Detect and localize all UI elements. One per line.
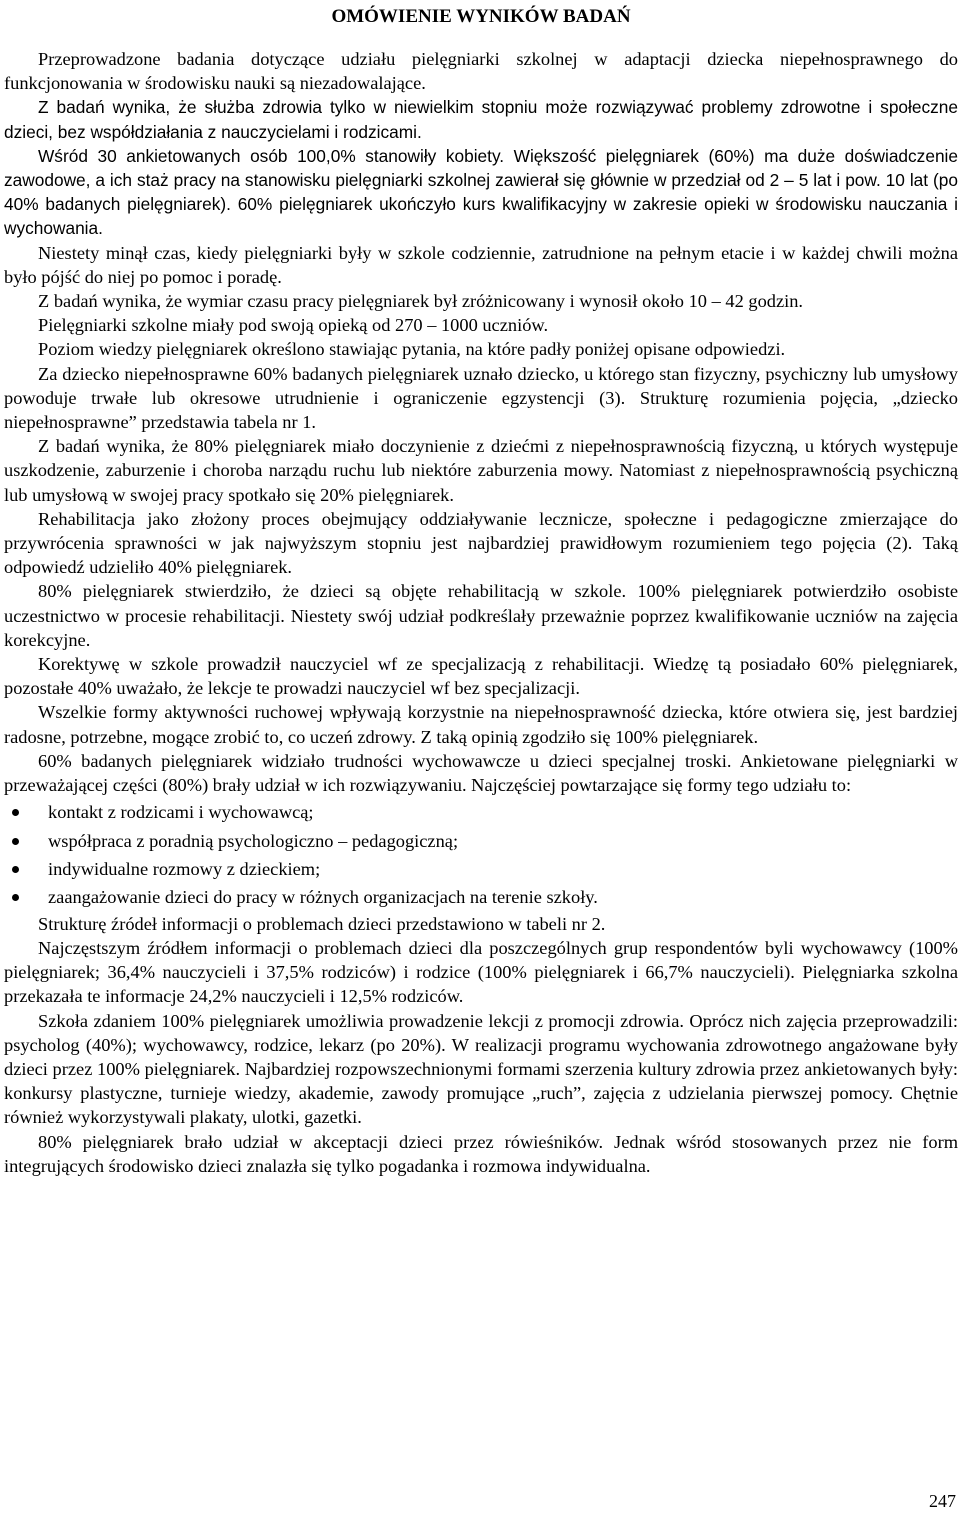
list-item	[4, 798, 958, 826]
paragraph: Korektywę w szkole prowadził nauczyciel wf ze specjalizacją z rehabilitacji. Wiedzę tą posiadało 60% pielęgniarek, pozostałe 40% uważało, że lekcje te prowadzi nauczyciel wf bez specjalizacji.	[4, 654, 958, 699]
paragraph: Wszelkie formy aktywności ruchowej wpływają korzystnie na niepełnosprawność dziecka, które otwiera się, jest bardziej radosne, potrzebne, mogące zrobić to, co uczeń zdrowy. Z taką opinią zgodziło się 100% pielęgniarek.	[4, 702, 958, 747]
bullet-icon	[12, 809, 19, 816]
list-item	[4, 827, 958, 855]
list-item	[4, 855, 958, 883]
page-number: 247	[929, 1491, 956, 1511]
list-item-text: indywidualne rozmowy z dzieckiem;	[48, 859, 321, 880]
paragraph: Poziom wiedzy pielęgniarek określono stawiając pytania, na które padły poniżej opisane odpowiedzi.	[38, 339, 786, 360]
paragraph: Za dziecko niepełnosprawne 60% badanych pielęgniarek uznało dziecko, u którego stan fizyczny, psychiczny lub umysłowy powoduje trwałe lub okresowe utrudnienie i ograniczenie egzystencji (3). Strukturę rozumienia pojęcia, „dziecko niepełnosprawne” przedstawia tabela nr 1.	[4, 363, 958, 433]
list-item-text: współpraca z poradnią psychologiczno – pedagogiczną;	[48, 830, 459, 851]
section-title: OMÓWIENIE WYNIKÓW BADAŃ	[331, 6, 631, 27]
paragraph: Najczęstszym źródłem informacji o problemach dzieci dla poszczególnych grup respondentów byli wychowawcy (100% pielęgniarek; 36,4% nauczycieli i 37,5% rodziców) i rodzice (100% pielęgniarek i 66,7% nauczycieli). Pielęgniarka szkolna przekazała te informacje 24,2% nauczycieli i 12,5% rodziców.	[4, 938, 958, 1007]
list-item-text: zaangażowanie dzieci do pracy w różnych organizacjach na terenie szkoły.	[48, 887, 598, 908]
list-item-text: kontakt z rodzicami i wychowawcą;	[48, 802, 314, 823]
paragraphs-top	[4, 47, 958, 797]
list-item	[4, 883, 958, 911]
paragraph: 60% badanych pielęgniarek widziało trudności wychowawcze u dzieci specjalnej troski. Ankietowane pielęgniarki w przeważającej części (80%) brały udział w ich rozwiązywaniu. Najczęściej powtarzające się formy tego udziału to:	[4, 750, 958, 796]
paragraph: Wśród 30 ankietowanych osób 100,0% stanowiły kobiety. Większość pielęgniarek (60%) ma duże doświadczenie zawodowe, a ich staż pracy na stanowisku pielęgniarki szkolnej zawierał się głównie w przedział od 2 – 5 lat i pow. 10 lat (po 40% badanych pielęgniarek). 60% pielęgniarek ukończyło kurs kwalifikacyjny w zakresie opieki w środowisku nauczania i wychowania.	[4, 145, 958, 239]
bullet-list	[4, 798, 958, 912]
paragraph: Przeprowadzone badania dotyczące udziału pielęgniarki szkolnej w adaptacji dziecka niepełnosprawnego do funkcjonowania w środowisku nauki są niezadowalające.	[4, 49, 958, 94]
paragraph: Z badań wynika, że wymiar czasu pracy pielęgniarek był zróżnicowany i wynosił około 10 – 42 godzin.	[38, 291, 804, 312]
paragraph: Niestety minął czas, kiedy pielęgniarki były w szkole codziennie, zatrudnione na pełnym etacie i w każdej chwili można było pójść do niej po pomoc i poradę.	[4, 242, 958, 287]
paragraphs-bottom	[4, 912, 958, 1178]
paragraph: Z badań wynika, że 80% pielęgniarek miało doczynienie z dziećmi z niepełnosprawnością fizyczną, u których występuje uszkodzenie, zaburzenie i choroba narządu ruchu lub niektóre zaburzenia mowy. Natomiast z niepełnosprawnością psychiczną lub umysłową w swojej pracy spotkało się 20% pielęgniarek.	[4, 436, 958, 505]
paragraph: Pielęgniarki szkolne miały pod swoją opieką od 270 – 1000 uczniów.	[38, 315, 549, 336]
paragraph: Z badań wynika, że służba zdrowia tylko w niewielkim stopniu może rozwiązywać problemy zdrowotne i społeczne dzieci, bez współdziałania z nauczycielami i rodzicami.	[4, 97, 958, 142]
paragraph: 80% pielęgniarek brało udział w akceptacji dzieci przez rówieśników. Jednak wśród stosowanych przez nie form integrujących środowisko dzieci znalazła się tylko pogadanka i rozmowa indywidualna.	[4, 1131, 958, 1176]
paragraph: Szkoła zdaniem 100% pielęgniarek umożliwia prowadzenie lekcji z promocji zdrowia. Oprócz nich zajęcia przeprowadzili: psycholog (40%); wychowawcy, rodzice, lekarz (po 20%). W realizacji programu wychowania zdrowotnego angażowane były dzieci przez 100% pielęgniarek. Najbardziej rozpowszechnionymi formami szerzenia kultury zdrowia przez ankietowanych były: konkursy plastyczne, turnieje wiedzy, akademie, zawody promujące „ruch”, zajęcia z udzielania pierwszej pomocy. Chętnie również wykorzystywali plakaty, ulotki, gazetki.	[4, 1010, 958, 1128]
bullet-icon	[12, 894, 19, 901]
paragraph: Strukturę źródeł informacji o problemach dzieci przedstawiono w tabeli nr 2.	[38, 913, 606, 934]
bullet-icon	[12, 838, 19, 845]
paragraph: 80% pielęgniarek stwierdziło, że dzieci są objęte rehabilitacją w szkole. 100% pielęgniarek potwierdziło osobiste uczestnictwo w procesie rehabilitacji. Niestety swój udział podkreślały przeważnie poprzez kwalifikowanie uczniów na zajęcia korekcyjne.	[4, 581, 958, 650]
paragraph: Rehabilitacja jako złożony proces obejmujący oddziaływanie lecznicze, społeczne i pedagogiczne zmierzające do przywrócenia sprawności w jak najwyższym stopniu jest najbardziej prawidłowym rozumieniem tego pojęcia (2). Taką odpowiedź udzieliło 40% pielęgniarek.	[4, 508, 958, 578]
bullet-icon	[12, 866, 19, 873]
